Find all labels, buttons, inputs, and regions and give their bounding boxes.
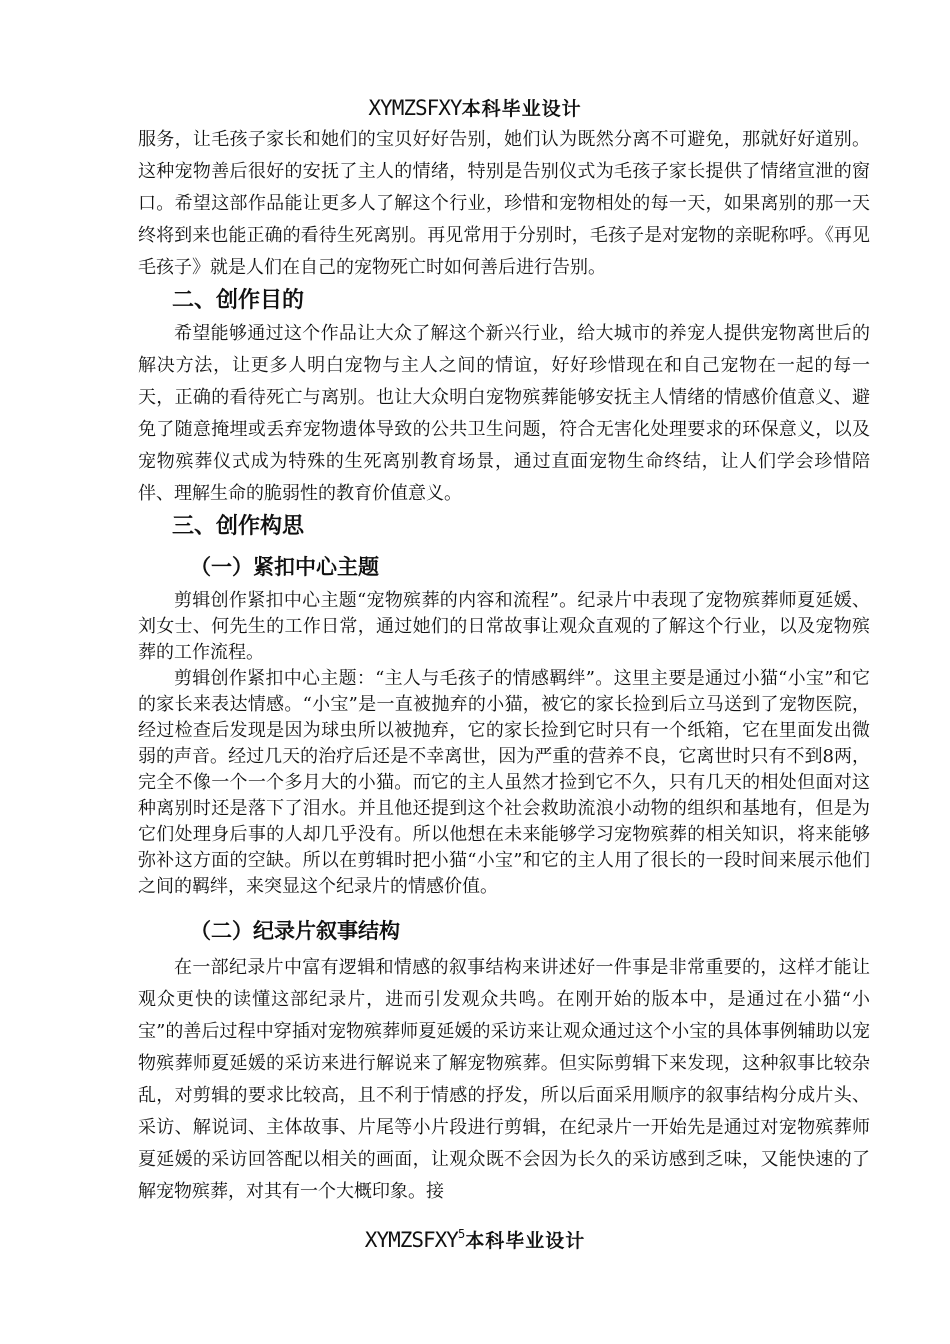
intro-paragraph: 服务，让毛孩子家长和她们的宝贝好好告别，她们认为既然分离不可避免，那就好好道别。这种宠物善后很好的安抚了主人的情绪，特别是告别仪式为毛孩子家长提供了情绪宣泄的窗口。希望这部作品能让更多人了解这个行业，珍惜和宠物相处的每一天，如果离别的那一天终将到来也能正确的看待生死离别。再见常用于分别时，毛孩子是对宠物的亲昵称呼。《再见 毛孩子》就是人们在自己的宠物死亡时如何善后进行告别。 xyxy=(138,129,870,278)
page-number: 5 xyxy=(457,1227,466,1241)
header-code: XYMZSFXY xyxy=(368,96,462,120)
subsection-heading-structure: （二）纪录片叙事结构 xyxy=(190,919,400,943)
footer-title: 本科毕业设计 xyxy=(465,1230,586,1252)
section-heading-concept: 三、创作构思 xyxy=(172,514,305,539)
structure-paragraph: 在一部纪录片中富有逻辑和情感的叙事结构来讲述好一件事是非常重要的，这样才能让观众更快的读懂这部纪录片，进而引发观众共鸣。在刚开始的版本中，是通过在小猫“小宝”的善后过程中穿插对宠物殡葬师夏延媛的采访来让观众通过这个小宝的具体事例辅助以宠物殡葬师夏延媛的采访来进行解说来了解宠物殡葬。但实际剪辑下来发现，这种叙事比较杂乱，对剪辑的要求比较高，且不利于情感的抒发，所以后面采用顺序的叙事结构分成片头、采访、解说词、主体故事、片尾等小片段进行剪辑，在纪录片一开始先是通过对宠物殡葬师夏延媛的采访回答配以相关的画面，让观众既不会因为长久的采访感到乏味，又能快速的了解宠物殡葬，对其有一个大概印象。接 xyxy=(138,957,870,1202)
theme-paragraph-2: 剪辑创作紧扣中心主题：“主人与毛孩子的情感羁绊”。这里主要是通过小猫“小宝”和它的家长来表达情感。“小宝”是一直被抛弃的小猫，被它的家长捡到后立马送到了宠物医院，经过检查后发现是因为球虫所以被抛弃，它的家长捡到它时只有一个纸箱，它在里面发出微弱的声音。经过几天的治疗后还是不幸离世，因为严重的营养不良，它离世时只有不到8两，完全不像一个一个多月大的小猫。而它的主人虽然才捡到它不久，只有几天的相处但面对这种离别时还是落下了泪水。并且他还提到这个社会救助流浪小动物的组织和基地有，但是为它们处理身后事的人却几乎没有。所以他想在未来能够学习宠物殡葬的相关知识，将来能够弥补这方面的空缺。所以在剪辑时把小猫“小宝”和它的主人用了很长的一段时间来展示他们之间的羁绊，来突显这个纪录片的情感价值。 xyxy=(138,668,870,897)
page-footer xyxy=(0,1226,950,1253)
header-title: 本科毕业设计 xyxy=(461,98,582,120)
purpose-paragraph: 希望能够通过这个作品让大众了解这个新兴行业，给大城市的养宠人提供宠物离世后的解决方法，让更多人明白宠物与主人之间的情谊，好好珍惜现在和自己宠物在一起的每一天，正确的看待死亡与离别。也让大众明白宠物殡葬能够安抚主人情绪的情感价值意义、避免了随意掩埋或丢弃宠物遗体导致的公共卫生问题，符合无害化处理要求的环保意义，以及宠物殡葬仪式成为特殊的生死离别教育场景，通过直面宠物生命终结，让人们学会珍惜陪伴、理解生命的脆弱性的教育价值意义。 xyxy=(138,323,870,504)
footer-code: XYMZSFXY xyxy=(364,1228,458,1252)
subsection-heading-theme: （一）紧扣中心主题 xyxy=(190,555,379,579)
page-header xyxy=(0,94,950,121)
page-body xyxy=(138,124,870,1208)
theme-paragraph-1: 剪辑创作紧扣中心主题“宠物殡葬的内容和流程”。纪录片中表现了宠物殡葬师夏延媛、刘女士、何先生的工作日常，通过她们的日常故事让观众直观的了解这个行业，以及宠物殡葬的工作流程。 xyxy=(138,590,870,663)
section-heading-purpose: 二、创作目的 xyxy=(172,288,305,313)
